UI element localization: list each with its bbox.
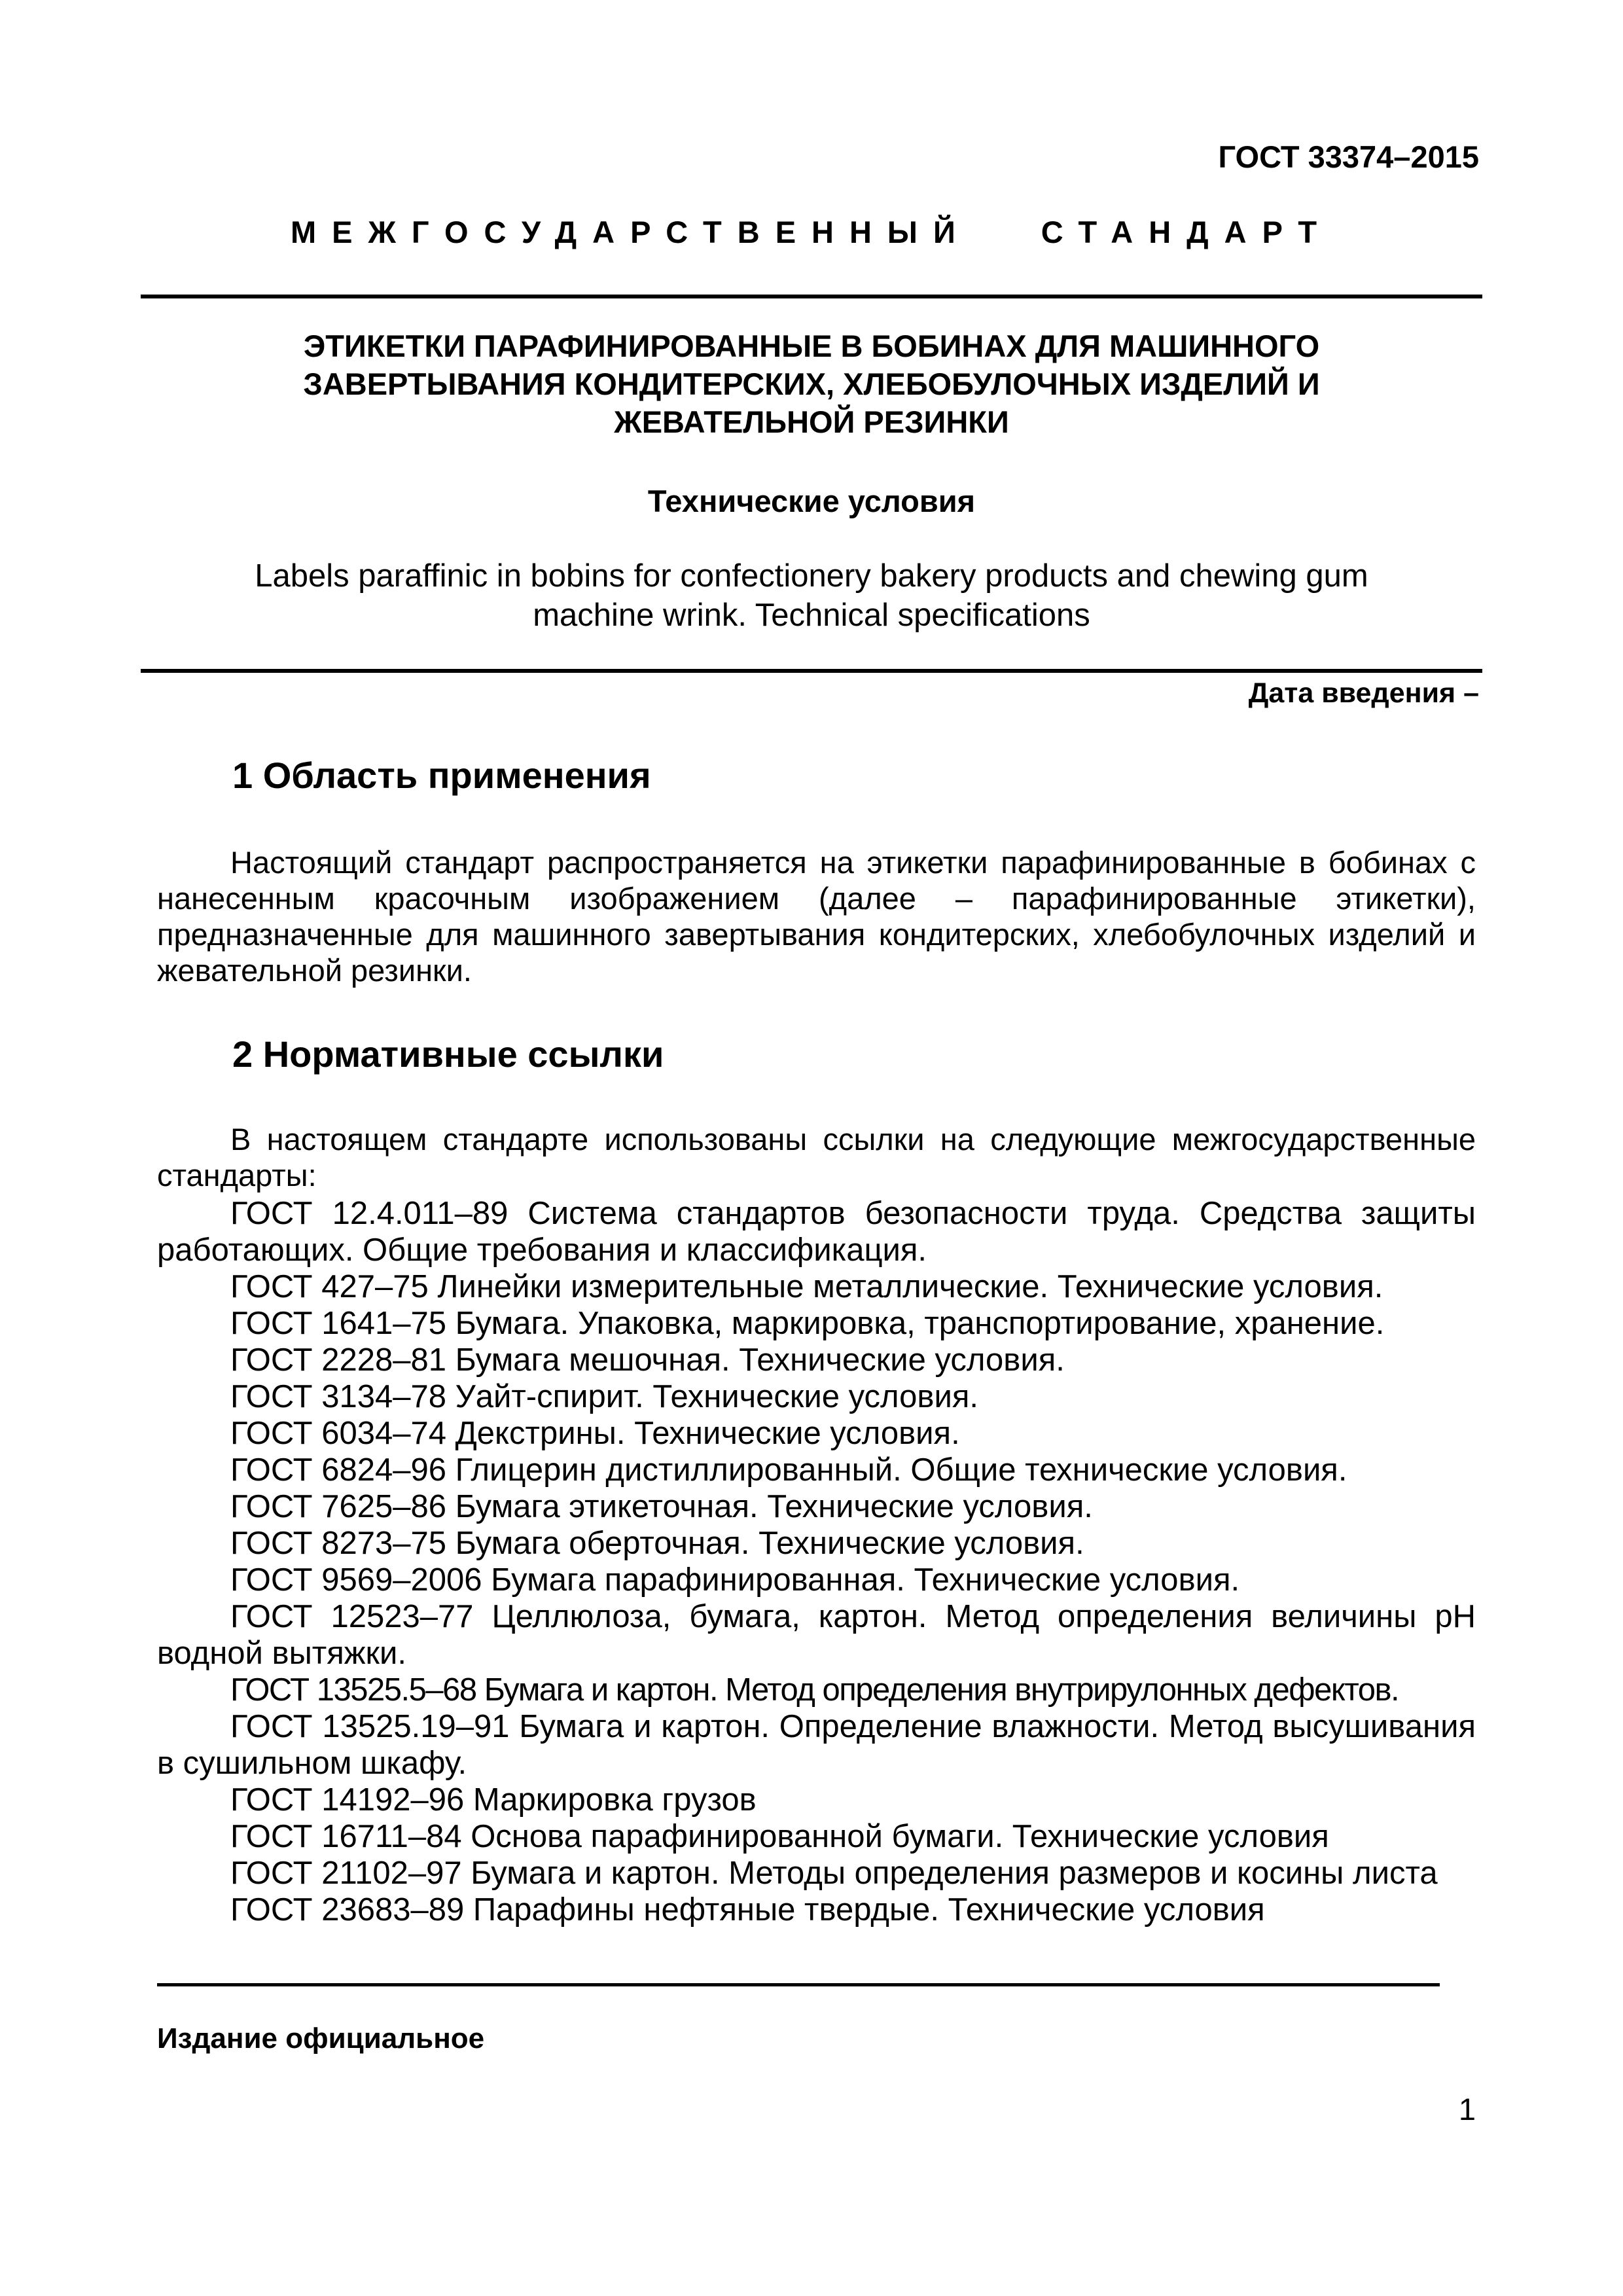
- reference-item: ГОСТ 13525.5–68 Бумага и картон. Метод определения внутрирулонных дефектов.: [230, 1672, 1399, 1708]
- section-2-intro: [157, 1121, 1476, 1193]
- reference-item: ГОСТ 6034–74 Декстрины. Технические условия.: [230, 1416, 960, 1451]
- english-title: [141, 556, 1482, 635]
- footnote-divider: [157, 1983, 1440, 1986]
- top-divider: [141, 295, 1482, 298]
- reference-item: ГОСТ 1641–75 Бумага. Упаковка, маркировка, транспортирование, хранение.: [230, 1306, 1385, 1341]
- section-1-paragraph: [157, 844, 1476, 988]
- introduction-date: Дата введения –: [1248, 677, 1479, 709]
- scope-text: Настоящий стандарт распространяется на этикетки парафинированные в бобинах с нанесенным красочным изображением (далее – парафинированные этикетки), предназначенные для машинного завертывания кондитерских, хлебобулочных изделий и жевательной резинки.: [157, 845, 1476, 988]
- reference-item: ГОСТ 21102–97 Бумага и картон. Методы определения размеров и косины листа: [230, 1856, 1438, 1891]
- reference-item: ГОСТ 427–75 Линейки измерительные металлические. Технические условия.: [230, 1269, 1383, 1304]
- reference-item: ГОСТ 14192–96 Маркировка грузов: [230, 1782, 757, 1818]
- section-2-heading: 2 Нормативные ссылки: [232, 1033, 664, 1075]
- title-line: ЭТИКЕТКИ ПАРАФИНИРОВАННЫЕ В БОБИНАХ ДЛЯ МАШИННОГО: [303, 329, 1320, 363]
- section-1-heading: 1 Область применения: [232, 755, 651, 796]
- reference-item: ГОСТ 3134–78 Уайт-спирит. Технические условия.: [230, 1379, 978, 1414]
- reference-item: ГОСТ 12.4.011–89 Система стандартов безопасности труда. Средства защиты работающих. Общие требования и классификация.: [157, 1196, 1476, 1268]
- reference-item: ГОСТ 13525.19–91 Бумага и картон. Определение влажности. Метод высушивания в сушильном шкафу.: [157, 1709, 1476, 1781]
- document-number: ГОСТ 33374–2015: [1218, 139, 1479, 174]
- page-number: 1: [1458, 2092, 1476, 2126]
- title-divider: [141, 669, 1482, 673]
- reference-item: ГОСТ 12523–77 Целлюлоза, бумага, картон. Метод определения величины рН водной вытяжки.: [157, 1599, 1476, 1671]
- document-subtitle: Технические условия: [647, 484, 976, 518]
- reference-item: ГОСТ 8273–75 Бумага оберточная. Технические условия.: [230, 1526, 1084, 1561]
- title-line: ЖЕВАТЕЛЬНОЙ РЕЗИНКИ: [614, 404, 1009, 439]
- english-title-line: Labels paraffinic in bobins for confectionery bakery products and chewing gum: [255, 558, 1368, 594]
- reference-item: ГОСТ 23683–89 Парафины нефтяные твердые. Технические условия: [230, 1892, 1265, 1928]
- reference-item: ГОСТ 16711–84 Основа парафинированной бумаги. Технические условия: [230, 1819, 1329, 1854]
- standard-kind-heading: МЕЖГОСУДАРСТВЕННЫЙ СТАНДАРТ: [290, 215, 1333, 249]
- reference-item: ГОСТ 7625–86 Бумага этикеточная. Технические условия.: [230, 1489, 1093, 1524]
- references-intro-text: В настоящем стандарте использованы ссылки на следующие межгосударственные стандарты:: [157, 1122, 1476, 1193]
- reference-item: ГОСТ 9569–2006 Бумага парафинированная. Технические условия.: [230, 1562, 1240, 1598]
- english-title-line: machine wrink. Technical specifications: [533, 598, 1090, 633]
- official-edition-label: Издание официальное: [157, 2022, 485, 2054]
- document-title: [141, 327, 1482, 441]
- reference-item: ГОСТ 2228–81 Бумага мешочная. Технические условия.: [230, 1342, 1065, 1378]
- title-line: ЗАВЕРТЫВАНИЯ КОНДИТЕРСКИХ, ХЛЕБОБУЛОЧНЫХ ИЗДЕЛИЙ И: [303, 367, 1320, 401]
- normative-references-list: [157, 1195, 1476, 1928]
- reference-item: ГОСТ 6824–96 Глицерин дистиллированный. Общие технические условия.: [230, 1452, 1347, 1488]
